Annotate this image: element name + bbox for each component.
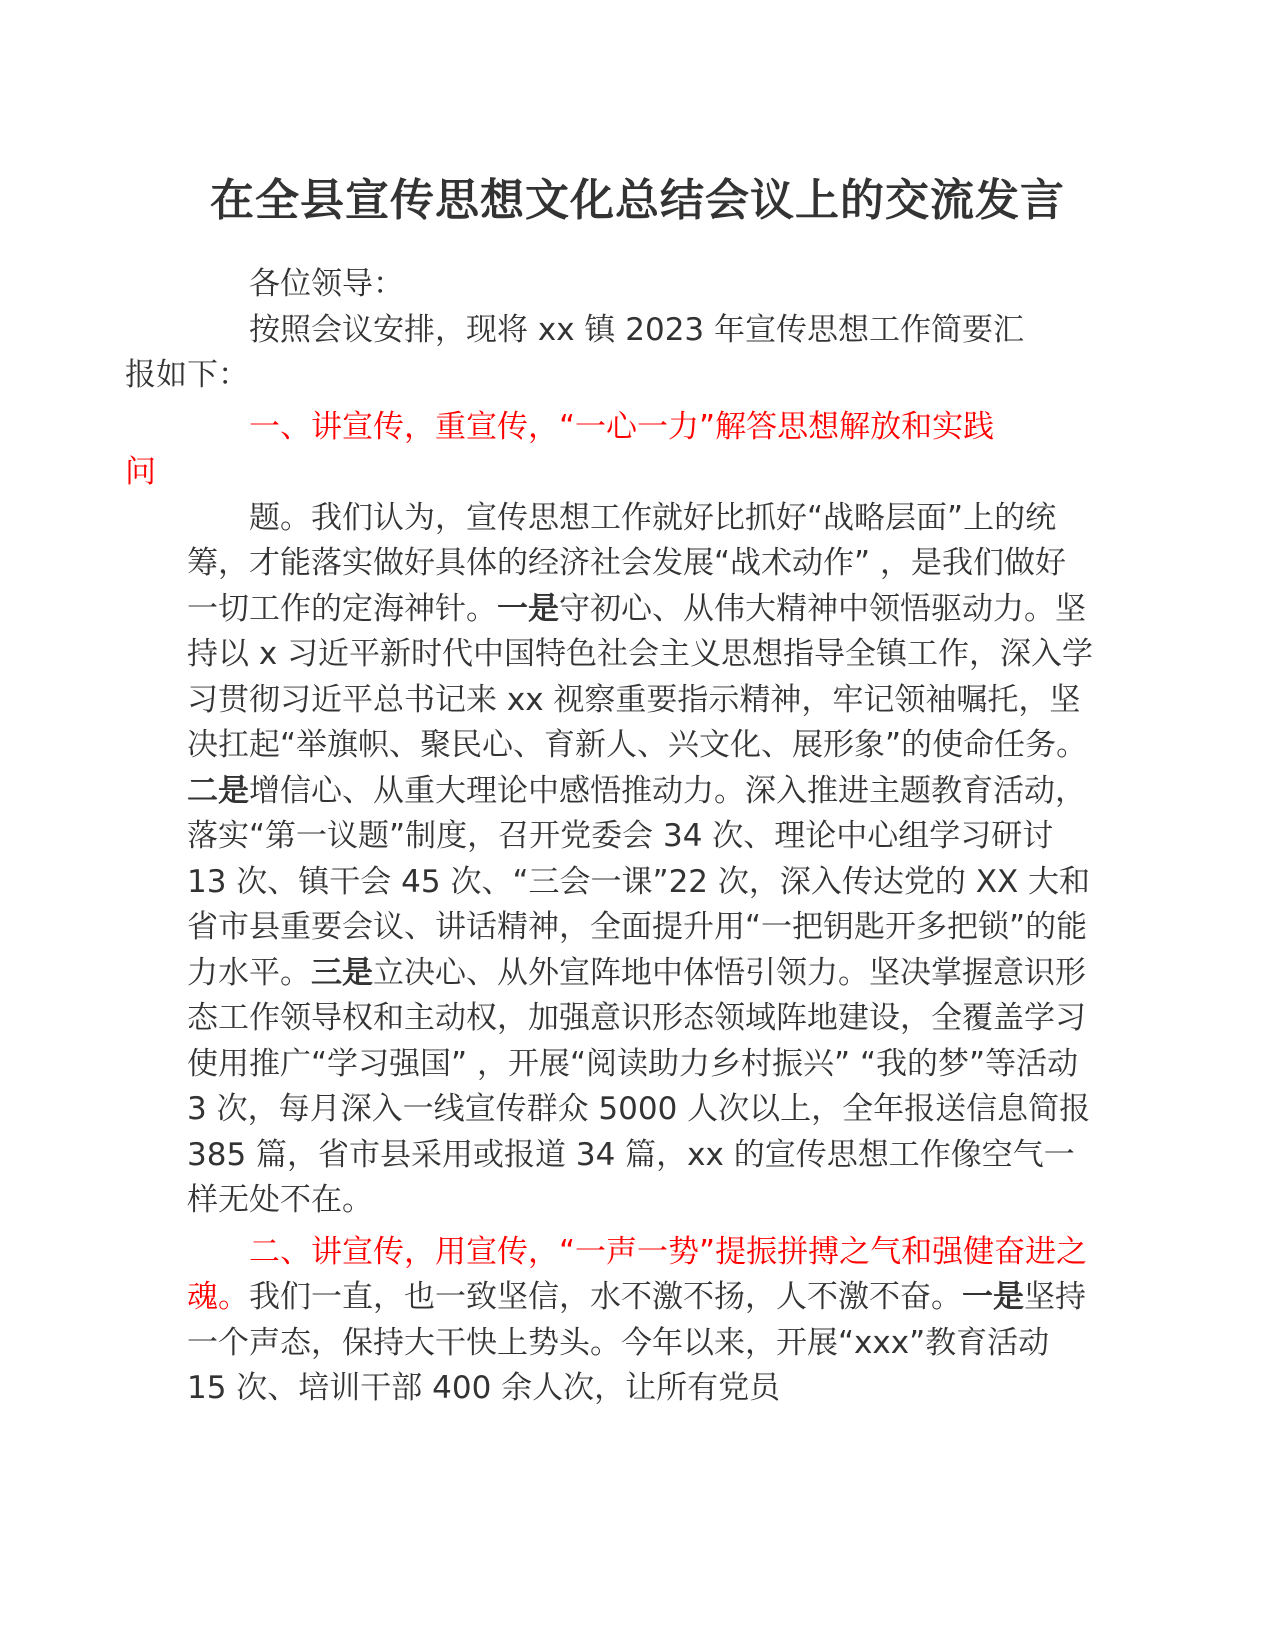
section-1-heading-line-1: 一、讲宣传，重宣传，“一心一力”解答思想解放和实践 — [249, 408, 995, 445]
keyword-third: 三是 — [311, 954, 373, 991]
salutation: 各位领导： — [249, 266, 404, 302]
section-1-text-c: 增信心、从重大理论中感悟推动力。深入推进主题教育活动，落实“第一议题”制度，召开党委会 34 次、理论中心组学习研讨 13 次、镇干会 45 次、“三会一课”22 次，深入传达党的 XX 大和省市县重要会议、讲话精神，全面提升用“一把钥匙开多把锁”的能力水平。 — [187, 772, 1091, 991]
intro-line-2: 报如下： — [125, 357, 249, 393]
section-2-heading: 二、讲宣传，用宣传，“一声一势”提振拼搏之气和强健奋进之魂。 — [187, 1233, 1088, 1315]
document-title: 在全县宣传思想文化总结会议上的交流发言 — [210, 175, 1065, 226]
section-1-text-b: 守初心、从伟大精神中领悟驱动力。坚持以 x 习近平新时代中国特色社会主义思想指导全镇工作，深入学习贯彻习近平总书记来 xx 视察重要指示精神，牢记领袖嘱托，坚决扛起“举旗帜、聚民心、育新人、兴文化、展形象”的使命任务。 — [187, 590, 1094, 763]
section-1-paragraph — [187, 496, 1094, 1224]
section-1-heading-line-2: 问 — [125, 454, 156, 490]
intro-line-1: 按照会议安排，现将 xx 镇 2023 年宣传思想工作简要汇 — [249, 311, 1024, 348]
section-2-text-a: 我们一直，也一致坚信，水不激不扬，人不激不奋。 — [249, 1279, 962, 1315]
section-1-text-a: 题。我们认为，宣传思想工作就好比抓好“战略层面”上的统筹，才能落实做好具体的经济社会发展“战术动作” ，是我们做好一切工作的定海神针。 — [187, 499, 1066, 627]
section-2-text-b: 坚持一个声态，保持大干快上势头。今年以来，开展“xxx”教育活动 15 次、培训干部 400 余人次，让所有党员 — [187, 1279, 1086, 1406]
section-2-paragraph — [187, 1230, 1094, 1412]
section-2-keyword-first: 一是 — [962, 1279, 1024, 1315]
keyword-second: 二是 — [187, 772, 249, 809]
document-body — [125, 262, 1094, 1412]
keyword-first: 一是 — [497, 590, 559, 627]
intro-paragraph — [125, 308, 1094, 399]
section-1-text-d: 立决心、从外宣阵地中体悟引领力。坚决掌握意识形态工作领导权和主动权，加强意识形态领域阵地建设，全覆盖学习使用推广“学习强国” ，开展“阅读助力乡村振兴” “我的梦”等活动 3 次，每月深入一线宣传群众 5000 人次以上，全年报送信息简报 385 篇，省市县采用或报道 34 篇，xx 的宣传思想工作像空气一样无处不在。 — [187, 954, 1091, 1218]
section-1-heading — [125, 405, 1094, 496]
